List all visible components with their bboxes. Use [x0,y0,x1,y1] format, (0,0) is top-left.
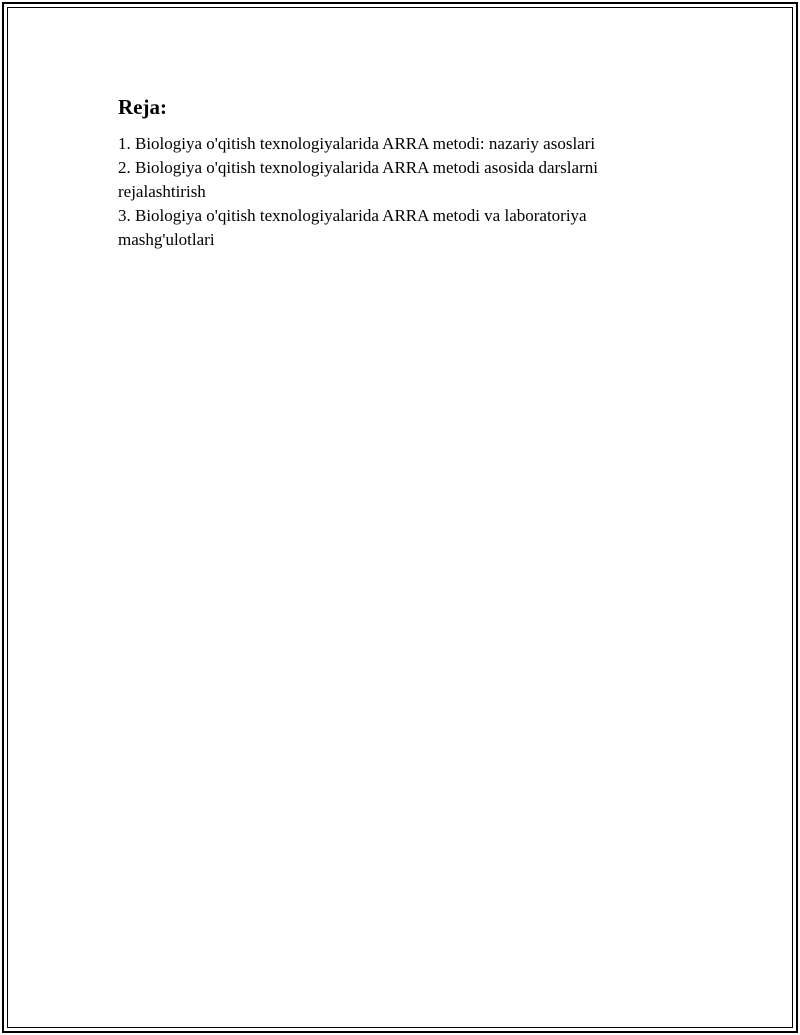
plan-item-2: 2. Biologiya o'qitish texnologiyalarida ARRA metodi asosida darslarni rejalashtirish [118,158,598,201]
plan-list [118,132,658,252]
plan-item-1: 1. Biologiya o'qitish texnologiyalarida ARRA metodi: nazariy asoslari [118,134,596,153]
plan-heading: Reja: [118,95,167,119]
plan-item-3: 3. Biologiya o'qitish texnologiyalarida ARRA metodi va laboratoriya mashg'ulotlari [118,206,587,249]
document-content [118,94,658,252]
